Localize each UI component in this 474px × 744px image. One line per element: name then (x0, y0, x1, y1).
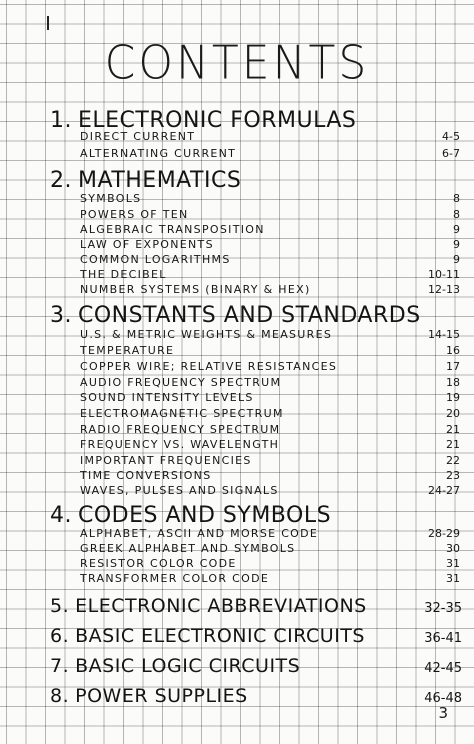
section-number: 5. (50, 595, 70, 617)
toc-item-pages: 17 (446, 360, 460, 373)
section-heading (50, 305, 421, 327)
pen-mark (47, 16, 49, 30)
section-title: ELECTRONIC FORMULAS (78, 108, 357, 133)
toc-item-pages: 14-15 (428, 328, 460, 341)
toc-item-pages: 9 (453, 223, 460, 236)
toc-item: TIME CONVERSIONS (80, 469, 212, 482)
toc-item-pages: 28-29 (428, 527, 460, 540)
page-number: 3 (438, 704, 448, 722)
section-pages: 46-48 (424, 691, 462, 706)
toc-item: DIRECT CURRENT (80, 130, 196, 143)
section-number: 4. (50, 503, 72, 528)
toc-item-pages: 4-5 (442, 130, 460, 143)
toc-item-pages: 23 (446, 469, 460, 482)
toc-item-pages: 30 (446, 542, 460, 555)
section-title: ELECTRONIC ABBREVIATIONS (75, 595, 367, 617)
toc-item: COMMON LOGARITHMS (80, 253, 231, 266)
toc-item-pages: 8 (453, 192, 460, 205)
toc-item: ALGEBRAIC TRANSPOSITION (80, 223, 265, 236)
toc-item-pages: 19 (446, 391, 460, 404)
section-heading (50, 627, 365, 646)
toc-item: RESISTOR COLOR CODE (80, 557, 237, 570)
section-pages: 42-45 (424, 661, 462, 676)
section-title: MATHEMATICS (78, 168, 242, 193)
toc-item: ALPHABET, ASCII AND MORSE CODE (80, 527, 319, 540)
section-title: POWER SUPPLIES (75, 685, 248, 707)
toc-item: FREQUENCY VS. WAVELENGTH (80, 438, 280, 451)
section-heading (50, 657, 300, 676)
section-title: BASIC LOGIC CIRCUITS (75, 655, 301, 677)
section-heading (50, 170, 241, 192)
toc-item: SOUND INTENSITY LEVELS (80, 391, 254, 404)
toc-item: ALTERNATING CURRENT (80, 147, 237, 160)
toc-item: GREEK ALPHABET AND SYMBOLS (80, 542, 296, 555)
toc-item-pages: 10-11 (428, 268, 460, 281)
section-title: CODES AND SYMBOLS (78, 503, 332, 528)
toc-item: TRANSFORMER COLOR CODE (80, 572, 270, 585)
toc-item: POWERS OF TEN (80, 208, 189, 221)
section-heading (50, 110, 356, 132)
toc-item: ELECTROMAGNETIC SPECTRUM (80, 407, 284, 420)
section-title: BASIC ELECTRONIC CIRCUITS (75, 625, 365, 647)
toc-item-pages: 22 (446, 454, 460, 467)
toc-item: AUDIO FREQUENCY SPECTRUM (80, 376, 282, 389)
toc-item-pages: 24-27 (428, 484, 460, 497)
section-number: 7. (50, 655, 70, 677)
page-title: CONTENTS (104, 36, 370, 91)
toc-item-pages: 21 (446, 438, 460, 451)
toc-item: WAVES, PULSES AND SIGNALS (80, 484, 279, 497)
section-pages: 32-35 (424, 601, 462, 616)
toc-item-pages: 18 (446, 376, 460, 389)
section-title: CONSTANTS AND STANDARDS (78, 303, 421, 328)
toc-item: THE DECIBEL (80, 268, 167, 281)
toc-item-pages: 6-7 (442, 147, 460, 160)
toc-item-pages: 31 (446, 557, 460, 570)
toc-item-pages: 21 (446, 423, 460, 436)
section-number: 3. (50, 303, 72, 328)
toc-item: LAW OF EXPONENTS (80, 238, 214, 251)
section-pages: 36-41 (424, 631, 462, 646)
section-number: 8. (50, 685, 70, 707)
toc-item: NUMBER SYSTEMS (BINARY & HEX) (80, 283, 311, 296)
toc-item-pages: 31 (446, 572, 460, 585)
toc-item: SYMBOLS (80, 192, 142, 205)
toc-item-pages: 12-13 (428, 283, 460, 296)
toc-item-pages: 9 (453, 238, 460, 251)
section-number: 1. (50, 108, 72, 133)
section-heading (50, 597, 367, 616)
toc-item: IMPORTANT FREQUENCIES (80, 454, 252, 467)
section-heading (50, 687, 248, 706)
toc-item: RADIO FREQUENCY SPECTRUM (80, 423, 281, 436)
toc-item: U.S. & METRIC WEIGHTS & MEASURES (80, 328, 333, 341)
toc-item: COPPER WIRE; RELATIVE RESISTANCES (80, 360, 338, 373)
toc-item-pages: 9 (453, 253, 460, 266)
section-number: 6. (50, 625, 70, 647)
section-number: 2. (50, 168, 72, 193)
section-heading (50, 505, 331, 527)
toc-item-pages: 20 (446, 407, 460, 420)
toc-item-pages: 16 (446, 344, 460, 357)
toc-item-pages: 8 (453, 208, 460, 221)
toc-item: TEMPERATURE (80, 344, 175, 357)
